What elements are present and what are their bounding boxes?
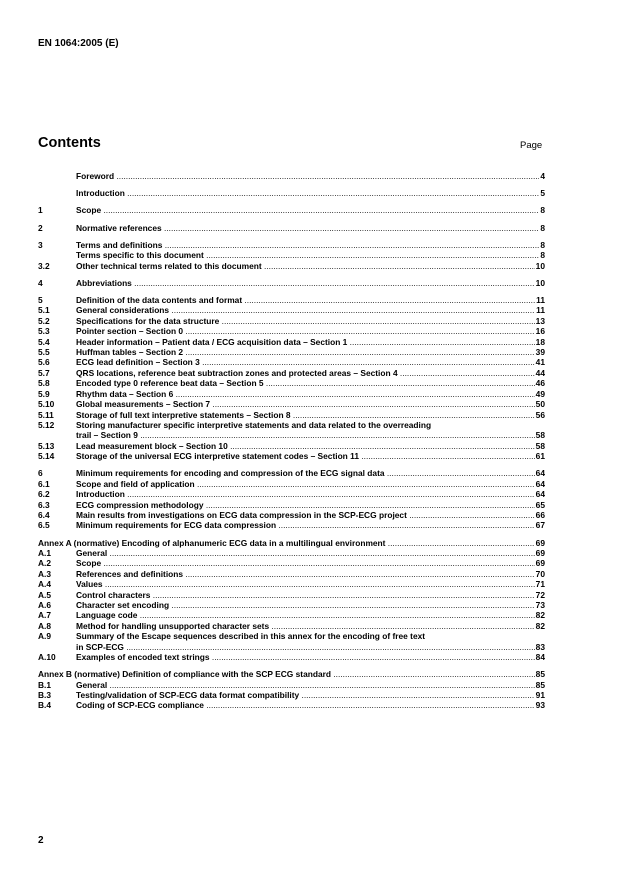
- toc-entry[interactable]: [38, 600, 545, 610]
- toc-entry[interactable]: [38, 278, 545, 288]
- toc-entry-page: 84: [535, 652, 545, 663]
- toc-entry-number: 4: [38, 277, 43, 288]
- toc-entry-page: 82: [535, 610, 545, 621]
- toc-entry-page: 10: [535, 277, 545, 288]
- toc-entry-number: 5.2: [38, 315, 50, 326]
- toc-entry-page: 16: [535, 326, 545, 337]
- toc-entry-title: Rhythm data – Section 6 .....: [76, 389, 535, 399]
- toc-spacer: [38, 233, 545, 240]
- toc-entry-title: Specifications for the data structure .....: [76, 316, 535, 326]
- toc-entry-page: 70: [535, 568, 545, 579]
- toc-entry-number: 3.2: [38, 260, 50, 271]
- toc-entry[interactable]: [38, 652, 545, 662]
- toc-entry[interactable]: [38, 240, 545, 250]
- toc-entry-number: A.9: [38, 631, 52, 642]
- toc-entry[interactable]: [38, 188, 545, 198]
- toc-entry-number: 5.8: [38, 378, 50, 389]
- toc-entry-title: Normative references .....: [76, 223, 539, 233]
- toc-entry-page: 69: [535, 537, 545, 548]
- toc-entry[interactable]: [38, 500, 545, 510]
- toc-entry-page: 4: [540, 171, 545, 181]
- toc-entry-page: 5: [540, 188, 545, 199]
- toc-entry-page: 65: [535, 499, 545, 510]
- toc-entry-page: 93: [535, 700, 545, 711]
- page-title: Contents: [38, 135, 101, 151]
- toc-entry-page: 69: [535, 558, 545, 569]
- toc-entry[interactable]: [38, 468, 545, 478]
- toc-entry-title: Header information – Patient data / ECG acquisition data – Section 1 .....: [76, 337, 535, 347]
- toc-entry-title: General .....: [76, 548, 535, 558]
- toc-entry-page: 85: [535, 669, 545, 680]
- toc-entry-title: ECG compression methodology .....: [76, 500, 535, 510]
- toc-entry-title: General .....: [76, 680, 535, 690]
- toc-entry-number: 5.13: [38, 440, 55, 451]
- toc-entry-title: General considerations .....: [76, 305, 535, 315]
- toc-entry-page: 72: [535, 589, 545, 600]
- toc-entry[interactable]: [38, 489, 545, 499]
- toc-entry-number: A.2: [38, 558, 52, 569]
- toc-entry-title: ECG lead definition – Section 3 .....: [76, 357, 535, 367]
- toc-entry-number: 3: [38, 239, 43, 250]
- toc-entry[interactable]: [38, 378, 545, 388]
- toc-entry-number: 5.10: [38, 399, 55, 410]
- toc-entry-title: Control characters .....: [76, 590, 535, 600]
- toc-entry-number: 5.7: [38, 367, 50, 378]
- toc-entry-title: Main results from investigations on ECG data compression in the SCP-ECG project .....: [76, 510, 535, 520]
- toc-entry-page: 46: [535, 378, 545, 389]
- toc-entry-title: Coding of SCP-ECG compliance .....: [76, 700, 535, 710]
- toc-entry-title: Scope .....: [76, 205, 539, 215]
- toc-entry-number: 6: [38, 468, 43, 479]
- toc-entry-title: Character set encoding .....: [76, 600, 535, 610]
- toc-entry[interactable]: [38, 250, 545, 260]
- toc-entry-page: 61: [535, 451, 545, 462]
- toc-entry[interactable]: [38, 337, 545, 347]
- toc-entry-number: 5.1: [38, 305, 50, 316]
- toc-entry[interactable]: [38, 389, 545, 399]
- toc-entry-page: 91: [535, 690, 545, 701]
- toc-entry-title: Testing/validation of SCP-ECG data format compatibility .....: [76, 690, 535, 700]
- toc-entry-number: A.5: [38, 589, 52, 600]
- toc-entry-title: Minimum requirements for ECG data compression .....: [76, 520, 535, 530]
- toc-entry-title: Storing manufacturer specific interpretive statements and data related to the overreading: [76, 419, 432, 430]
- toc-entry-title: Minimum requirements for encoding and compression of the ECG signal data .....: [76, 468, 535, 478]
- toc-entry[interactable]: [38, 510, 545, 520]
- toc-entry-number: A.10: [38, 652, 56, 663]
- toc-entry-title: Other technical terms related to this document .....: [76, 261, 535, 271]
- toc-entry[interactable]: [38, 621, 545, 631]
- toc-entry-title: Annex B (normative) Definition of compliance with the SCP ECG standard .....: [38, 669, 535, 679]
- toc-entry-title: Storage of full text interpretive statements – Section 8 .....: [76, 410, 535, 420]
- toc-entry[interactable]: [38, 548, 545, 558]
- document-id-header: EN 1064:2005 (E): [38, 38, 119, 49]
- toc-entry-title: Global measurements – Section 7 .....: [76, 399, 535, 409]
- page-number-footer: 2: [38, 835, 44, 846]
- toc-entry[interactable]: [38, 316, 545, 326]
- toc-entry[interactable]: [38, 223, 545, 233]
- toc-entry-page: 41: [535, 357, 545, 368]
- toc-entry-title: Examples of encoded text strings .....: [76, 652, 535, 662]
- toc-entry-number: A.3: [38, 568, 52, 579]
- toc-entry-number: 5.11: [38, 409, 54, 420]
- page-column-label: Page: [520, 140, 543, 151]
- toc-entry-page: 66: [535, 509, 545, 520]
- toc-entry-title: Values .....: [76, 579, 535, 589]
- toc-entry-number: A.6: [38, 600, 52, 610]
- toc-entry-title: in SCP-ECG .....: [76, 642, 535, 652]
- toc-entry-title: Abbreviations .....: [76, 278, 535, 288]
- toc-entry[interactable]: [38, 631, 545, 641]
- toc-entry-page: 8: [540, 205, 545, 216]
- toc-entry-number: B.3: [38, 690, 52, 701]
- toc-entry-page: 11: [536, 295, 545, 306]
- toc-entry-number: 6.2: [38, 489, 50, 500]
- toc-entry-page: 83: [535, 641, 545, 652]
- toc-entry[interactable]: [38, 590, 545, 600]
- toc-entry-number: A.8: [38, 620, 52, 631]
- toc-entry[interactable]: [38, 441, 545, 451]
- toc-entry[interactable]: [38, 680, 545, 690]
- toc-entry-page: 44: [535, 367, 545, 378]
- toc-entry[interactable]: [38, 579, 545, 589]
- toc-entry[interactable]: [38, 205, 545, 215]
- toc-entry-number: 6.1: [38, 478, 50, 489]
- toc-entry-page: 58: [535, 440, 545, 451]
- toc-entry[interactable]: [38, 700, 545, 710]
- toc-entry-title: Terms and definitions .....: [76, 240, 539, 250]
- toc-entry-title: Definition of the data contents and format .....: [76, 295, 535, 305]
- toc-entry-page: 73: [535, 600, 545, 610]
- toc-entry-page: 10: [535, 260, 545, 271]
- toc-entry[interactable]: [38, 479, 545, 489]
- toc-entry-title: Scope .....: [76, 558, 535, 568]
- toc-entry-title: Pointer section – Section 0 .....: [76, 326, 535, 336]
- toc-entry[interactable]: [38, 610, 545, 620]
- toc-entry-page: 8: [540, 250, 545, 261]
- toc-entry-page: 69: [535, 547, 545, 558]
- toc-entry-number: 6.5: [38, 520, 50, 531]
- toc-spacer: [38, 288, 545, 295]
- toc-entry-title: Introduction .....: [76, 489, 535, 499]
- toc-entry-title: Scope and field of application .....: [76, 479, 535, 489]
- toc-entry[interactable]: [38, 538, 545, 548]
- toc-entry-number: 5.3: [38, 326, 50, 337]
- toc-entry-page: 13: [535, 315, 545, 326]
- toc-entry-number: 5: [38, 295, 43, 306]
- toc-entry[interactable]: [38, 558, 545, 568]
- toc-entry-number: 5.6: [38, 357, 50, 368]
- toc-entry-number: A.1: [38, 547, 52, 558]
- toc-entry[interactable]: [38, 642, 545, 652]
- toc-entry-page: 50: [535, 399, 545, 410]
- toc-entry-page: 58: [535, 430, 545, 441]
- toc-entry[interactable]: [38, 520, 545, 530]
- toc-spacer: [38, 662, 545, 669]
- toc-entry-page: 64: [535, 468, 545, 479]
- table-of-contents: [38, 171, 545, 711]
- toc-entry[interactable]: [38, 690, 545, 700]
- toc-entry-title: Terms specific to this document .....: [76, 250, 539, 260]
- toc-spacer: [38, 181, 545, 188]
- toc-entry-title: References and definitions .....: [76, 569, 535, 579]
- toc-entry-number: 1: [38, 205, 43, 216]
- toc-spacer: [38, 271, 545, 278]
- toc-entry[interactable]: [38, 295, 545, 305]
- toc-entry-title: QRS locations, reference beat subtraction zones and protected areas – Section 4 .....: [76, 368, 535, 378]
- toc-entry[interactable]: [38, 305, 545, 315]
- toc-entry[interactable]: [38, 420, 545, 430]
- toc-entry[interactable]: [38, 410, 545, 420]
- toc-entry-title: Language code .....: [76, 610, 535, 620]
- toc-entry-page: 11: [536, 305, 545, 316]
- toc-entry-page: 8: [540, 239, 545, 250]
- toc-entry[interactable]: [38, 399, 545, 409]
- toc-entry-page: 49: [535, 388, 545, 399]
- toc-entry-number: 5.14: [38, 451, 55, 462]
- toc-entry-number: 6.4: [38, 509, 50, 520]
- toc-entry[interactable]: [38, 347, 545, 357]
- toc-entry-number: A.4: [38, 579, 52, 590]
- toc-entry-number: B.4: [38, 700, 52, 711]
- toc-entry[interactable]: [38, 368, 545, 378]
- toc-entry-number: A.7: [38, 610, 52, 621]
- toc-entry[interactable]: [38, 261, 545, 271]
- toc-entry[interactable]: [38, 171, 545, 181]
- toc-spacer: [38, 531, 545, 538]
- toc-entry-title: Summary of the Escape sequences described in this annex for the encoding of free text: [76, 631, 426, 642]
- toc-entry-title: Annex A (normative) Encoding of alphanumeric ECG data in a multilingual environment .....: [38, 538, 535, 548]
- toc-entry-number: 5.4: [38, 336, 50, 347]
- toc-entry[interactable]: [38, 326, 545, 336]
- toc-entry-title: Introduction .....: [76, 188, 539, 198]
- toc-entry-number: 5.9: [38, 388, 50, 399]
- toc-entry-title: Encoded type 0 reference beat data – Section 5 .....: [76, 378, 535, 388]
- toc-entry-page: 8: [540, 222, 545, 233]
- toc-spacer: [38, 216, 545, 223]
- toc-entry-number: B.1: [38, 679, 52, 690]
- toc-entry-page: 85: [535, 679, 545, 690]
- toc-entry-page: 82: [535, 620, 545, 631]
- toc-entry-page: 67: [535, 520, 545, 531]
- toc-entry-title: Storage of the universal ECG interpretive statement codes – Section 11 .....: [76, 451, 535, 461]
- toc-entry-page: 56: [535, 409, 545, 420]
- toc-entry-title: Method for handling unsupported character sets .....: [76, 621, 535, 631]
- toc-entry[interactable]: [38, 451, 545, 461]
- toc-entry-number: 2: [38, 222, 43, 233]
- toc-entry-title: Lead measurement block – Section 10 .....: [76, 441, 535, 451]
- toc-entry-title: Huffman tables – Section 2 .....: [76, 347, 535, 357]
- toc-entry-number: 6.3: [38, 499, 50, 510]
- toc-spacer: [38, 462, 545, 469]
- toc-entry-page: 71: [535, 579, 545, 590]
- toc-entry[interactable]: [38, 430, 545, 440]
- toc-entry-page: 18: [535, 336, 545, 347]
- toc-entry[interactable]: [38, 569, 545, 579]
- toc-entry-page: 64: [535, 478, 545, 489]
- toc-entry[interactable]: [38, 669, 545, 679]
- toc-entry-title: Foreword .....: [76, 171, 539, 181]
- toc-entry-page: 64: [535, 489, 545, 500]
- toc-entry-number: 5.5: [38, 347, 50, 358]
- toc-entry-title: trail – Section 9 .....: [76, 430, 535, 440]
- toc-entry[interactable]: [38, 357, 545, 367]
- toc-entry-page: 39: [535, 347, 545, 358]
- toc-spacer: [38, 199, 545, 206]
- toc-entry-number: 5.12: [38, 419, 55, 430]
